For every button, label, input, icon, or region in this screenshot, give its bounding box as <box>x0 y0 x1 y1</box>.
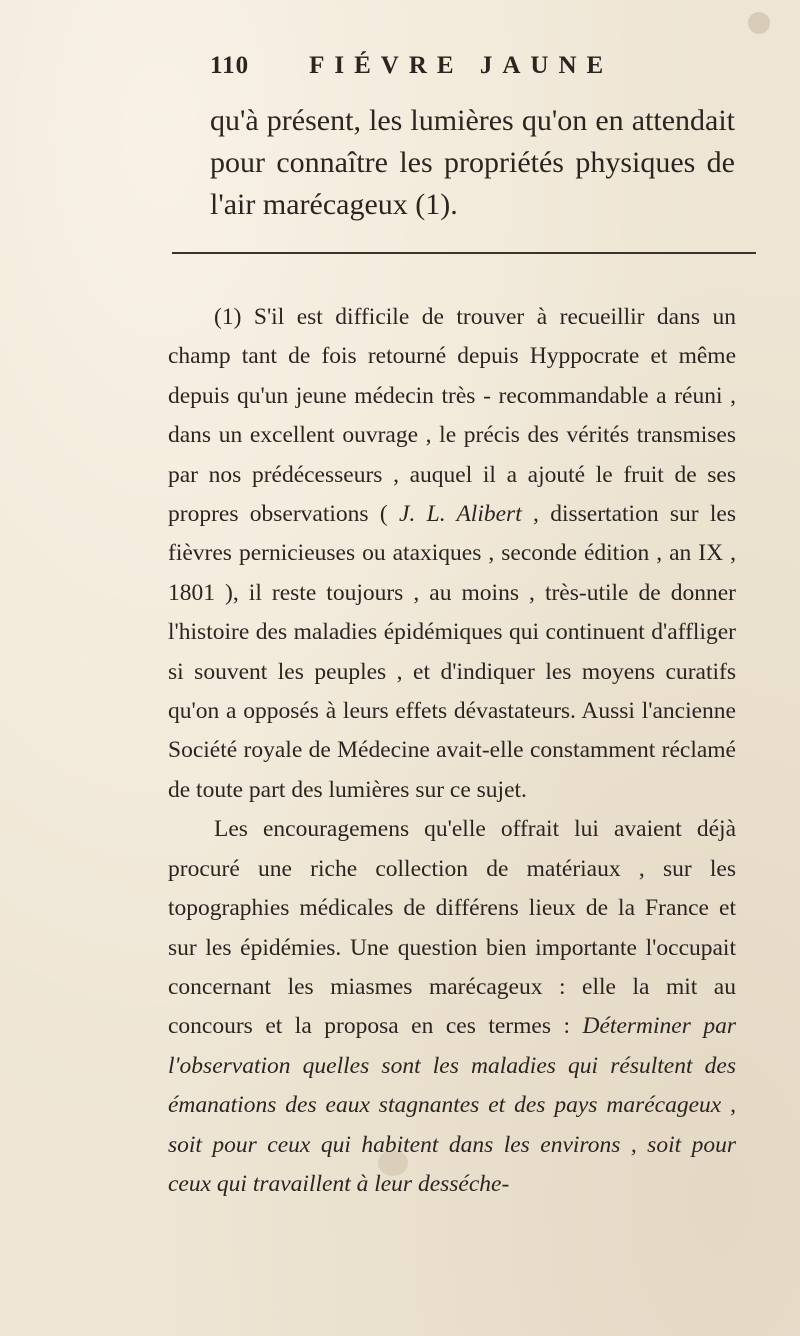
running-title: FIÉVRE JAUNE <box>309 52 614 79</box>
footnote <box>168 298 736 1204</box>
running-header <box>210 52 730 86</box>
footnote-paragraph-1 <box>168 298 736 810</box>
footnote-separator-rule <box>172 252 756 254</box>
footnote-paragraph-2 <box>168 810 736 1204</box>
paper-stain <box>748 12 770 34</box>
footnote-author: J. L. Alibert <box>399 501 522 528</box>
footnote-question: Déterminer par l'observation quelles sont les maladies qui résultent des émanations des eaux stagnantes et des pays marécageux , soit pour ceux qui habitent dans les environs , soit pour ceux qui travaillent à leur desséche- <box>168 1013 736 1197</box>
footnote-text: , dissertation sur les fièvres pernicieuses ou ataxiques , seconde édition , an IX , 1801 ), il reste toujours , au moins , très-utile de donner l'histoire des maladies épidémiques qui continuent d'affliger si souvent les peuples , et d'indiquer les moyens curatifs qu'on a opposés à leurs effets dévastateurs. Aussi l'ancienne Société royale de Médecine avait-elle constamment réclamé de toute part des lumières sur ce sujet. <box>168 501 737 803</box>
main-body-text: qu'à présent, les lumières qu'on en attendait pour connaître les propriétés physiques de l'air marécageux (1). <box>210 104 735 221</box>
page-number: 110 <box>210 52 250 79</box>
footnote-text: (1) S'il est difficile de trouver à recueillir dans un champ tant de fois retourné depuis Hyppocrate et même depuis qu'un jeune médecin très - recommandable a réuni , dans un excellent ouvrage , le précis des vérités transmises par nos prédécesseurs , auquel il a ajouté le fruit de ses propres observations ( <box>168 304 736 528</box>
footnote-text: Les encouragemens qu'elle offrait lui avaient déjà procuré une riche collection de matériaux , sur les topographies médicales de différens lieux de la France et sur les épidémies. Une question bien importante l'occupait concernant les miasmes marécageux : elle la mit au concours et la proposa en ces termes : <box>168 816 736 1040</box>
